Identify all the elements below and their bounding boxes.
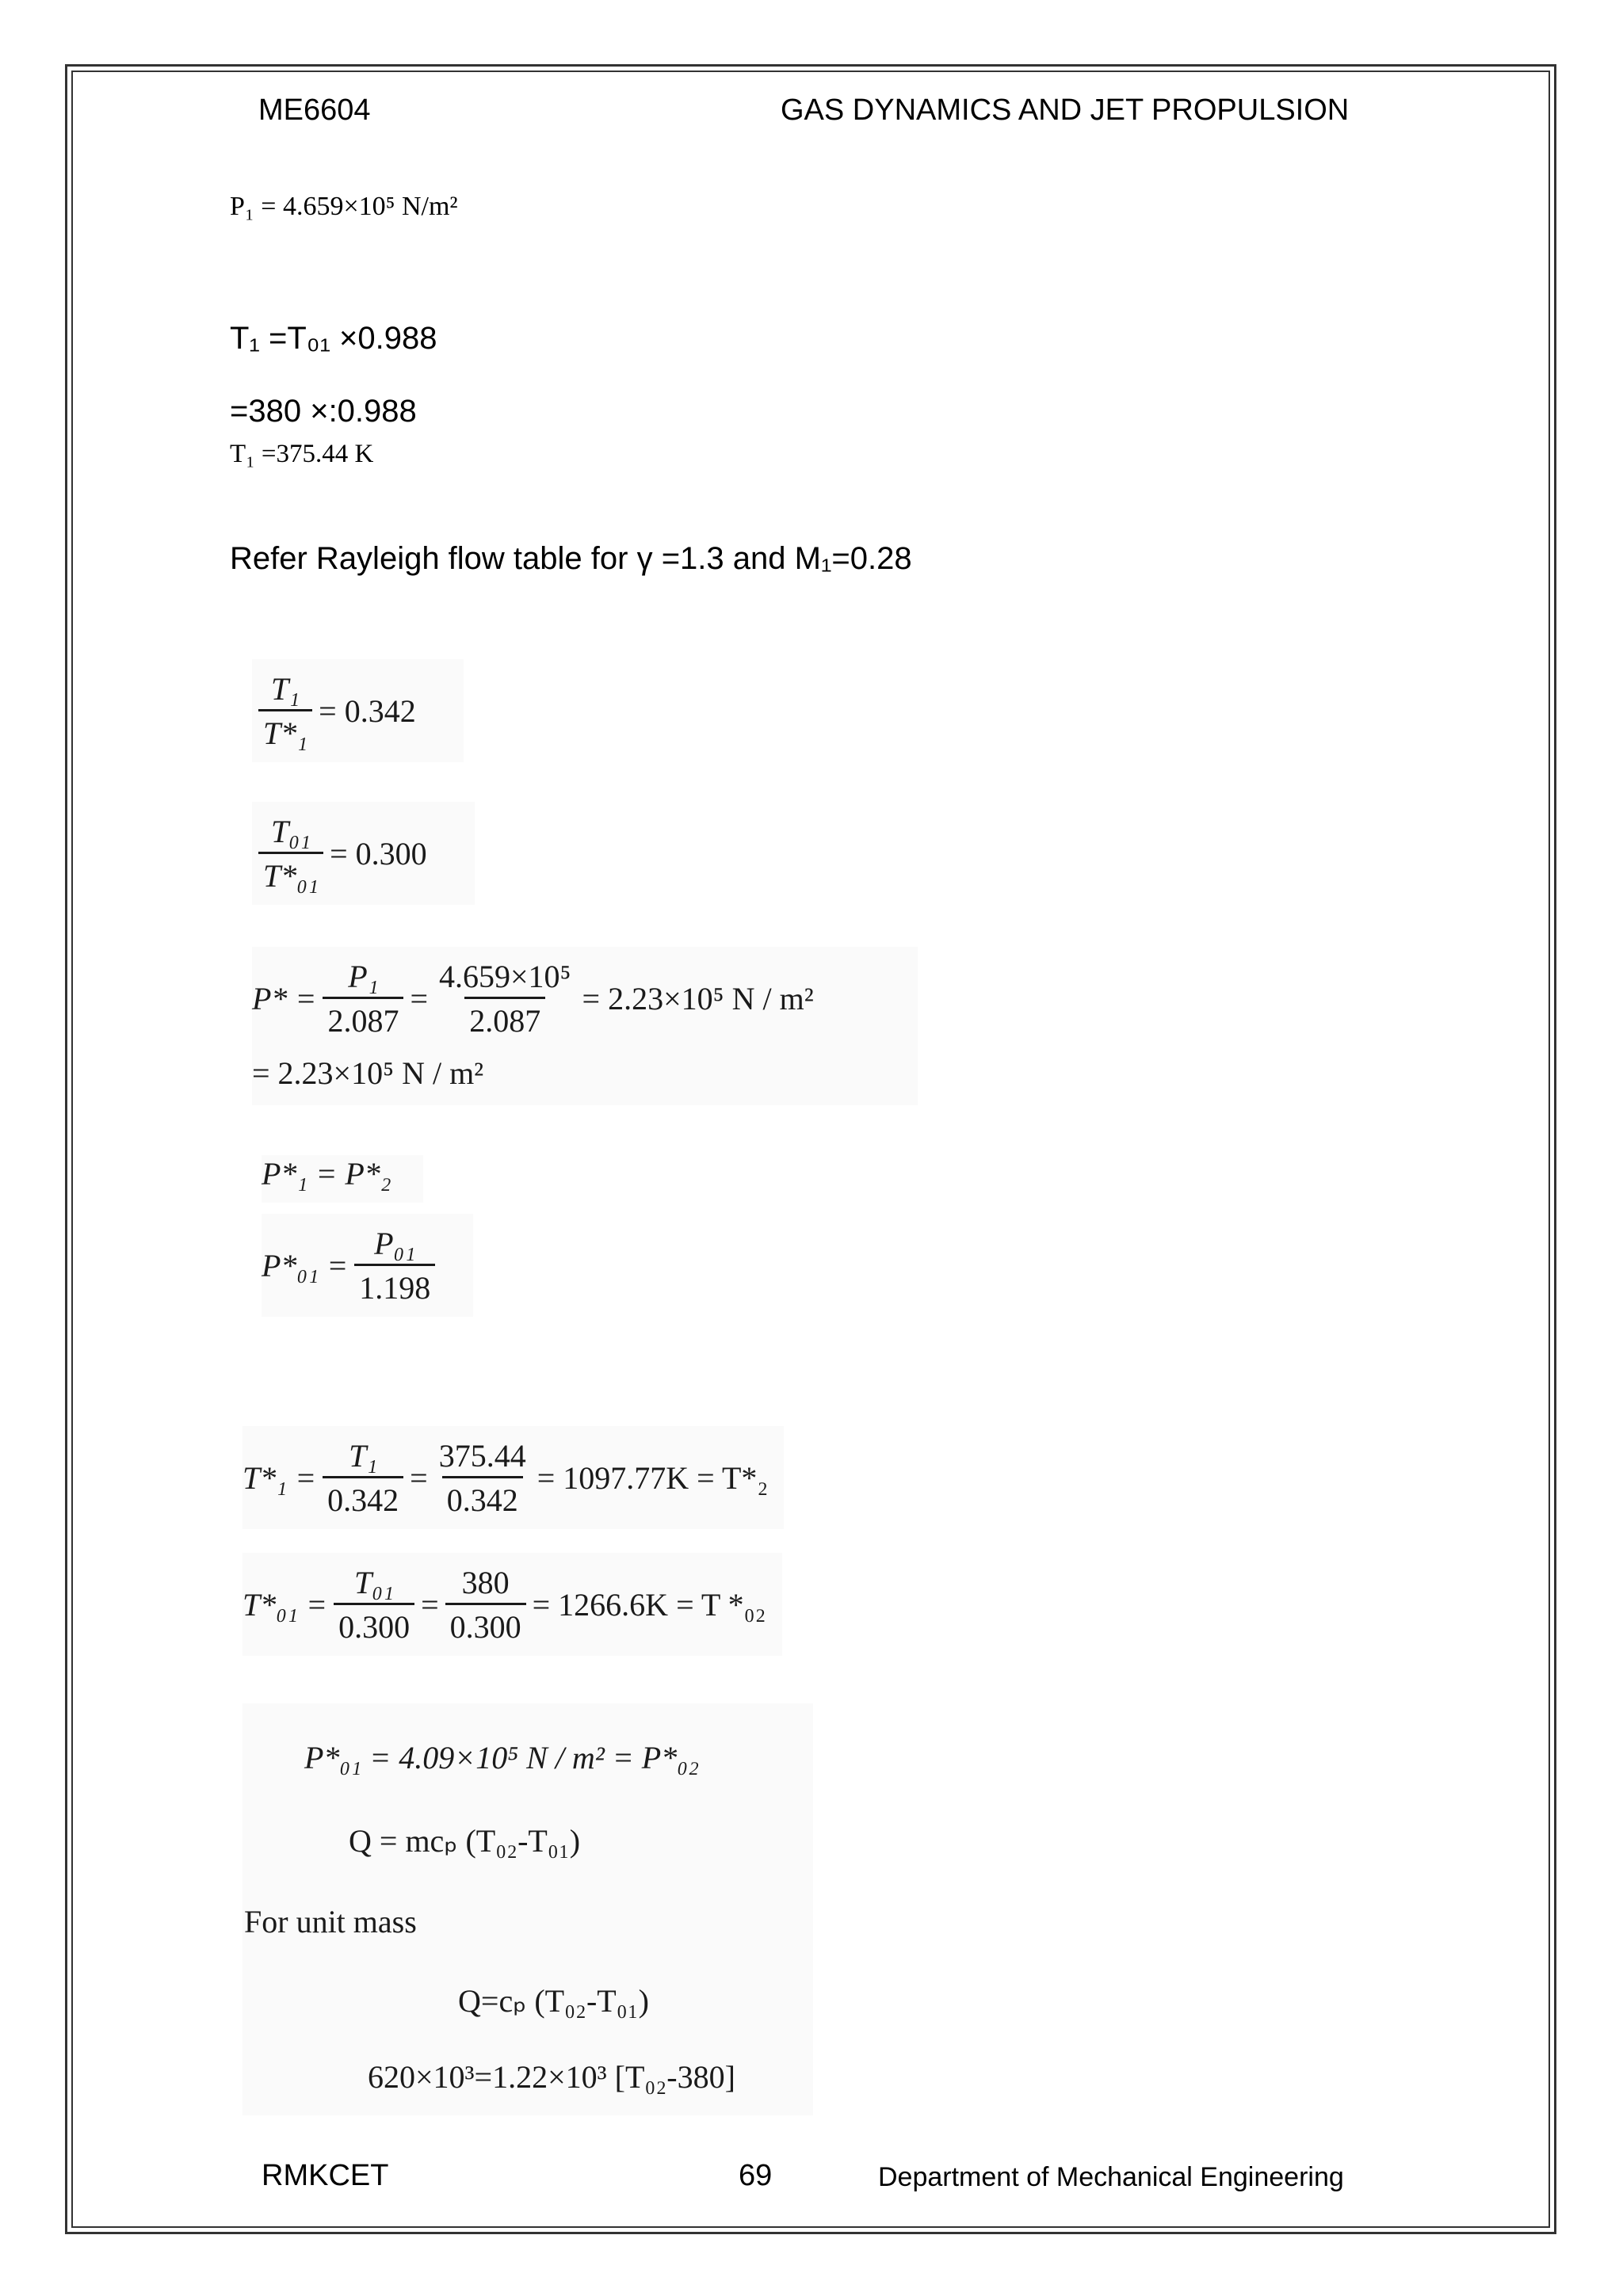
p-star-lhs: P* =: [252, 980, 317, 1016]
equation-p-star: [252, 947, 918, 1105]
t01-star-frac1-num: T₀₁: [354, 1564, 395, 1600]
t01-ratio-numerator: T₀₁: [271, 813, 311, 849]
equation-heat-unit-mass: Q=cₚ (T₀₂-T₀₁): [458, 1983, 649, 2019]
t1-star-frac1-den: 0.342: [323, 1476, 403, 1519]
t1-star-rhs: = 1097.77K = T*₂: [537, 1459, 769, 1496]
t1-star-frac1-num: T₁: [349, 1437, 378, 1474]
p-star-equals: =: [410, 980, 428, 1016]
p1-equation: P₁ = 4.659×10⁵ N/m²: [230, 192, 458, 221]
equation-p01-star: [262, 1214, 473, 1317]
equation-t01-star: [242, 1553, 782, 1656]
equation-numeric-substitution: 620×10³=1.22×10³ [T₀₂-380]: [368, 2059, 735, 2095]
t01-star-lhs: T*₀₁ =: [242, 1586, 328, 1623]
t01-star-rhs: = 1266.6K = T *₀₂: [532, 1586, 766, 1623]
t1-star-equals: =: [410, 1459, 428, 1496]
equation-t1-ratio: [252, 659, 464, 762]
p-star-restated: = 2.23×10⁵ N / m²: [252, 1055, 484, 1091]
p-star-frac1-den: 2.087: [323, 997, 403, 1039]
label-for-unit-mass: For unit mass: [244, 1904, 417, 1939]
equation-t01-ratio: [252, 802, 475, 905]
t1-star-frac2-num: 375.44: [438, 1437, 526, 1474]
equation-p1-star-equals-p2-star: P*₁ = P*₂: [262, 1155, 423, 1203]
t1-result: T₁ =375.44 K: [230, 440, 374, 468]
header-course-code: ME6604: [258, 93, 371, 127]
equation-heat-addition: Q = mcₚ (T₀₂-T₀₁): [349, 1823, 581, 1859]
footer-institution: RMKCET: [262, 2159, 389, 2192]
t01-star-frac2-den: 0.300: [445, 1603, 526, 1646]
t1-ratio-denominator: T*₁: [258, 709, 312, 752]
p01-star-num: P₀₁: [374, 1225, 416, 1261]
p01-star-den: 1.198: [354, 1264, 435, 1306]
footer-page-number: 69: [739, 2159, 773, 2192]
t01-star-frac1-den: 0.300: [334, 1603, 414, 1646]
t1-star-frac2-den: 0.342: [442, 1476, 523, 1519]
equation-p01-star-value: P*₀₁ = 4.09×10⁵ N / m² = P*₀₂: [304, 1740, 700, 1775]
t01-ratio-value: = 0.300: [330, 835, 427, 871]
footer-department: Department of Mechanical Engineering: [878, 2162, 1344, 2192]
p-star-frac2-den: 2.087: [464, 997, 545, 1039]
equation-t1-star: [242, 1426, 784, 1529]
p-star-rhs: = 2.23×10⁵ N / m²: [582, 980, 814, 1016]
header-course-title: GAS DYNAMICS AND JET PROPULSION: [781, 93, 1350, 127]
t1-ratio-numerator: T₁: [271, 670, 300, 707]
rayleigh-reference: Refer Rayleigh flow table for γ =1.3 and M₁=0.28: [230, 541, 912, 576]
t01-star-equals: =: [421, 1586, 439, 1623]
t1-star-lhs: T*₁ =: [242, 1459, 317, 1496]
p01-star-lhs: P*₀₁ =: [262, 1247, 349, 1283]
p-star-frac2-num: 4.659×10⁵: [439, 958, 571, 994]
t01-ratio-denominator: T*₀₁: [258, 852, 323, 894]
t1-substitution: =380 ×:0.988: [230, 394, 417, 429]
t1-ratio-value: = 0.342: [319, 692, 416, 729]
t1-definition: T₁ =T₀₁ ×0.988: [230, 321, 437, 356]
p-star-frac1-num: P₁: [348, 958, 379, 994]
t01-star-frac2-num: 380: [461, 1564, 510, 1600]
